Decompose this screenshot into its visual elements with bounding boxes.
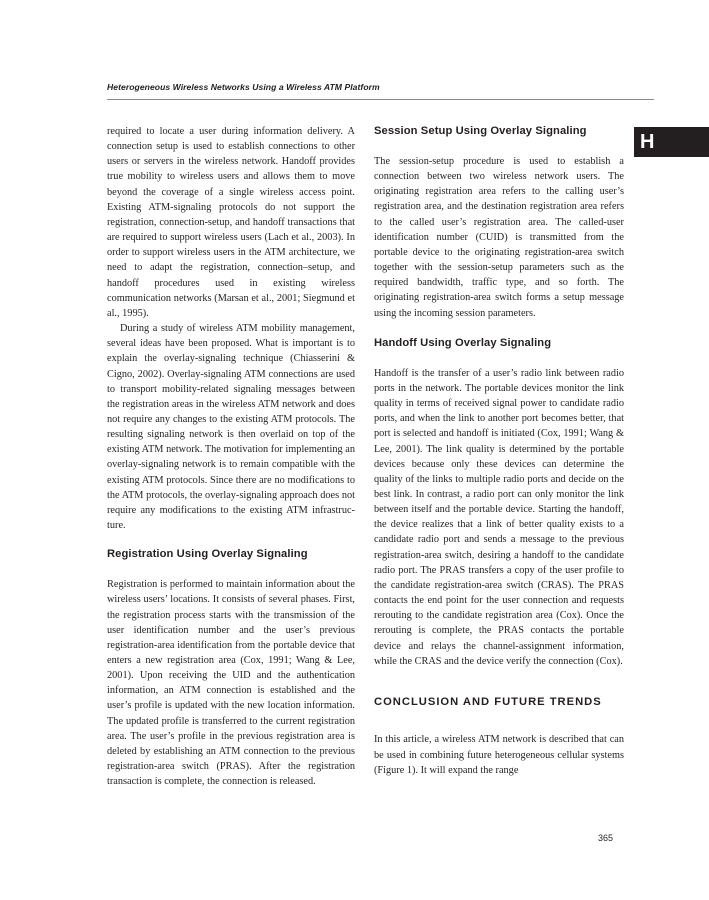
body-paragraph: required to locate a user during information delivery. A connection setup is used to establish connections to other users or servers in the wireless network. Handoff provides true mobility to wireless users and allows them to move beyond the coverage of a single wireless access point. Existing ATM-signaling protocols do not support the registration, connection-setup, and handoff transactions that are required to support wireless users (Lach et al., 2003). In order to support wireless users in the ATM architecture, we need to adapt the registration, connection–setup, and handoff procedures used in existing wireless communication networks (Marsan et al., 2001; Siegmund et al., 1995). [107,126,355,319]
right-column [374,124,624,778]
body-paragraph: The session-setup procedure is used to establish a connection between two wireless network users. The originating registration area refers to the calling user’s registration area, and the destination registration area refers to the called user’s registration area. The called-user identification number (CUID) is transmitted from the portable device to the originating registration-area switch together with the session-setup parameters such as the required bandwidth, traffic type, and so forth. The originating registration-area switch forms a setup message using the incoming session parameters. [374,156,624,319]
section-heading-conclusion: CONCLUSION AND FUTURE TRENDS [374,695,602,708]
body-paragraph: During a study of wireless ATM mobility management, several ideas have been proposed. What is important is to explain the overlay-signaling technique (Chiasserini & Cigno, 2002). Overlay-signaling ATM connections are used to transport mobility-related signaling messages between the registration areas in the wireless ATM network and does not require any changes to the existing ATM protocols. The resulting signaling network is then overlaid on top of the existing ATM network. The motivation for implementing an overlay-signaling network is to remain compatible with the existing ATM protocols. Since there are no modifications to the ATM protocols, the overlay-signaling approach does not require any modifications to the existing ATM infrastructure. [107,323,355,532]
section-thumb-tab [634,127,709,157]
body-paragraph: Registration is performed to maintain information about the wireless users’ locations. It consists of several phases. First, the registration process starts with the transmission of the user identification number and the user’s previous registration-area identification from the portable device that enters a new registration area (Cox, 1991; Wang & Lee, 2001). Upon receiving the UID and the authentication information, an ATM connection is established and the user’s profile is updated with the new location information. The updated profile is transferred to the current registration area. The user’s profile in the previous registration area is deleted by establishing an ATM connection to the previous registration-area switch (PRAS). After the registration transaction is complete, the connection is released. [107,579,355,788]
section-heading-registration: Registration Using Overlay Signaling [107,548,308,561]
header-rule [107,99,654,100]
thumb-tab-letter: H [640,131,655,153]
body-paragraph: In this article, a wireless ATM network is described that can be used in combining future heterogeneous cellular systems (Figure 1). It will expand the range [374,734,624,776]
running-head: Heterogeneous Wireless Networks Using a Wireless ATM Platform [107,82,380,92]
page-number: 365 [598,833,614,843]
body-paragraph: Handoff is the transfer of a user’s radio link between radio ports in the network. The portable devices monitor the link quality in terms of received signal power to candidate radio ports, and when the link to another port becomes better, that port is selected and handoff is initiated (Cox, 1991; Wang & Lee, 2001). The link quality is determined by the portable devices because only these devices can determine the quality of the links to multiple radio ports and decide on the best link. In contrast, a radio port can only monitor the link between itself and the portable device. Starting the handoff, the device realizes that a link of better quality exists to a candidate radio port and sends a message to the previous registration-area switch, desiring a handoff to the candidate radio port. The PRAS transfers a copy of the user profile to the candidate registration-area switch (CRAS). The PRAS contacts the end point for the user connection and requests rerouting to the candidate registration area (Cox). Once the rerouting is complete, the PRAS contacts the portable device and relays the channel-assignment information, while the CRAS and the device verify the connection (Cox). [374,367,624,667]
section-heading-session-setup: Session Setup Using Overlay Signaling [374,125,587,137]
left-column [107,124,355,789]
section-heading-handoff: Handoff Using Overlay Signaling [374,336,552,349]
